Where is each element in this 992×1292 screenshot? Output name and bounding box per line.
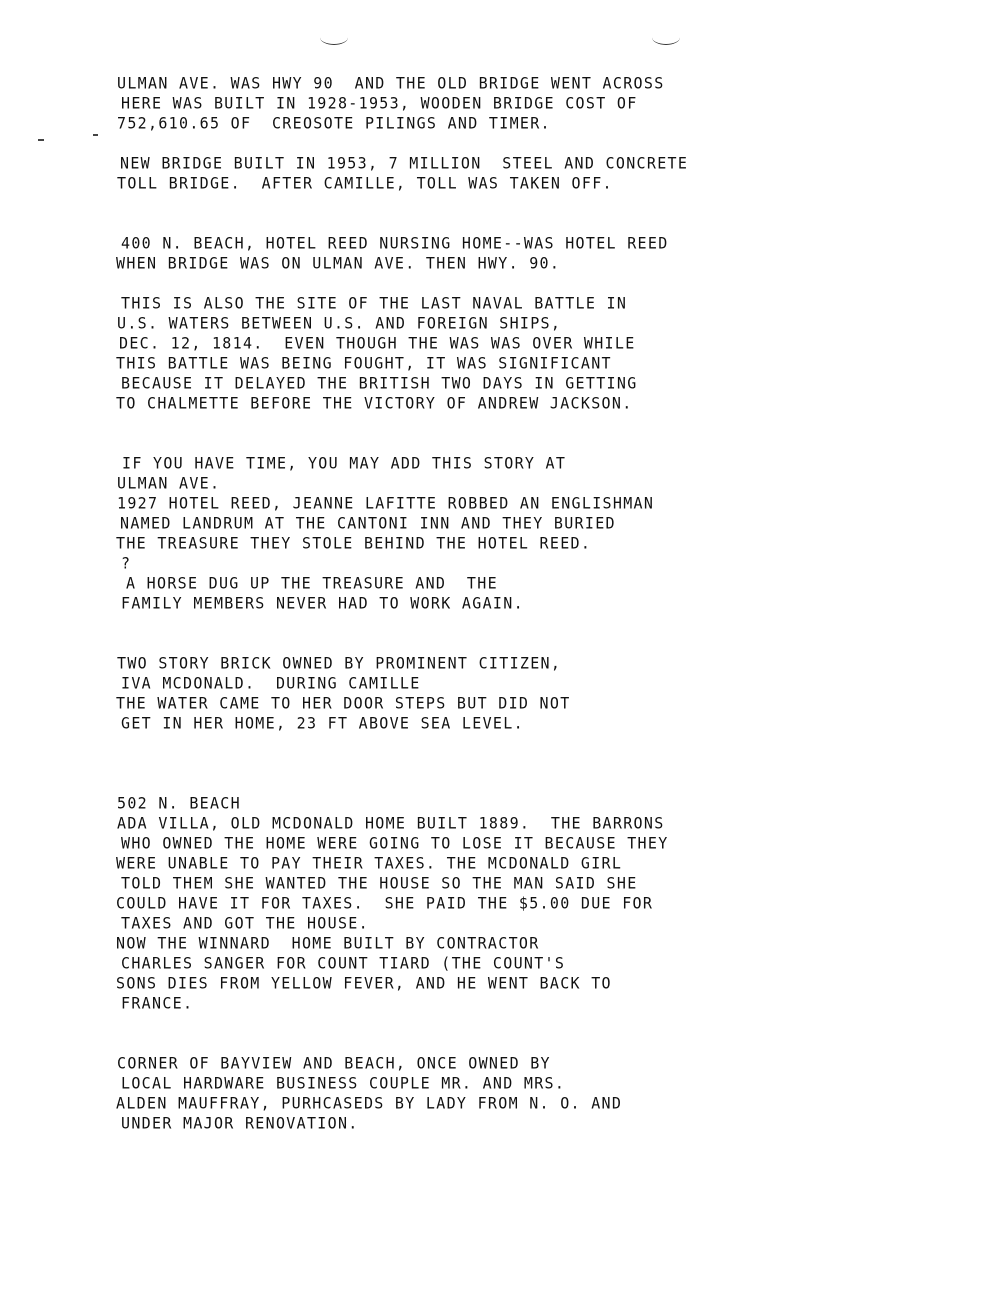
text-line: TOLL BRIDGE. AFTER CAMILLE, TOLL WAS TAKEN OFF. (117, 174, 613, 193)
text-line: HERE WAS BUILT IN 1928-1953, WOODEN BRIDGE COST OF (121, 94, 638, 113)
text-line: NEW BRIDGE BUILT IN 1953, 7 MILLION STEEL AND CONCRETE (120, 154, 689, 173)
scan-speck (38, 139, 44, 141)
text-line: NOW THE WINNARD HOME BUILT BY CONTRACTOR (116, 934, 540, 953)
text-line: LOCAL HARDWARE BUSINESS COUPLE MR. AND MRS. (121, 1074, 566, 1093)
text-line: U.S. WATERS BETWEEN U.S. AND FOREIGN SHIPS, (117, 314, 562, 333)
scan-speck (93, 134, 98, 136)
text-line: FRANCE. (121, 994, 194, 1013)
text-line: ULMAN AVE. (117, 474, 221, 493)
text-line: THE TREASURE THEY STOLE BEHIND THE HOTEL REED. (116, 534, 592, 553)
text-line: WHO OWNED THE HOME WERE GOING TO LOSE IT BECAUSE THEY (121, 834, 669, 853)
text-line: COULD HAVE IT FOR TAXES. SHE PAID THE $5.00 DUE FOR (116, 894, 654, 913)
text-line: IVA MCDONALD. DURING CAMILLE (121, 674, 421, 693)
text-line: ? (121, 554, 132, 573)
text-line: WHEN BRIDGE WAS ON ULMAN AVE. THEN HWY. 90. (116, 254, 561, 273)
text-line: ULMAN AVE. WAS HWY 90 AND THE OLD BRIDGE WENT ACROSS (117, 74, 665, 93)
text-line: TAXES AND GOT THE HOUSE. (121, 914, 369, 933)
text-line: A HORSE DUG UP THE TREASURE AND THE (126, 574, 498, 593)
text-line: THIS IS ALSO THE SITE OF THE LAST NAVAL BATTLE IN (121, 294, 628, 313)
text-line: TOLD THEM SHE WANTED THE HOUSE SO THE MAN SAID SHE (121, 874, 638, 893)
text-line: ALDEN MAUFFRAY, PURHCASEDS BY LADY FROM N. O. AND (116, 1094, 623, 1113)
text-line: 502 N. BEACH (117, 794, 241, 813)
text-line: THIS BATTLE WAS BEING FOUGHT, IT WAS SIGNIFICANT (116, 354, 612, 373)
text-line: TO CHALMETTE BEFORE THE VICTORY OF ANDREW JACKSON. (116, 394, 633, 413)
text-line: WERE UNABLE TO PAY THEIR TAXES. THE MCDONALD GIRL (116, 854, 623, 873)
text-line: IF YOU HAVE TIME, YOU MAY ADD THIS STORY AT (122, 454, 567, 473)
text-line: CORNER OF BAYVIEW AND BEACH, ONCE OWNED BY (117, 1054, 551, 1073)
text-line: DEC. 12, 1814. EVEN THOUGH THE WAS WAS OVER WHILE (119, 334, 636, 353)
text-line: THE WATER CAME TO HER DOOR STEPS BUT DID NOT (116, 694, 571, 713)
text-line: TWO STORY BRICK OWNED BY PROMINENT CITIZEN, (117, 654, 562, 673)
punch-hole-mark-left (320, 30, 348, 45)
text-line: GET IN HER HOME, 23 FT ABOVE SEA LEVEL. (121, 714, 524, 733)
text-line: CHARLES SANGER FOR COUNT TIARD (THE COUNT'S (121, 954, 566, 973)
punch-hole-mark-right (652, 30, 680, 45)
text-line: 1927 HOTEL REED, JEANNE LAFITTE ROBBED AN ENGLISHMAN (117, 494, 655, 513)
text-line: BECAUSE IT DELAYED THE BRITISH TWO DAYS IN GETTING (121, 374, 638, 393)
text-line: NAMED LANDRUM AT THE CANTONI INN AND THEY BURIED (120, 514, 616, 533)
text-line: SONS DIES FROM YELLOW FEVER, AND HE WENT BACK TO (116, 974, 612, 993)
text-line: 400 N. BEACH, HOTEL REED NURSING HOME--WAS HOTEL REED (121, 234, 669, 253)
text-line: ADA VILLA, OLD MCDONALD HOME BUILT 1889. THE BARRONS (117, 814, 665, 833)
text-line: UNDER MAJOR RENOVATION. (121, 1114, 359, 1133)
text-line: 752,610.65 OF CREOSOTE PILINGS AND TIMER. (117, 114, 551, 133)
text-line: FAMILY MEMBERS NEVER HAD TO WORK AGAIN. (121, 594, 524, 613)
